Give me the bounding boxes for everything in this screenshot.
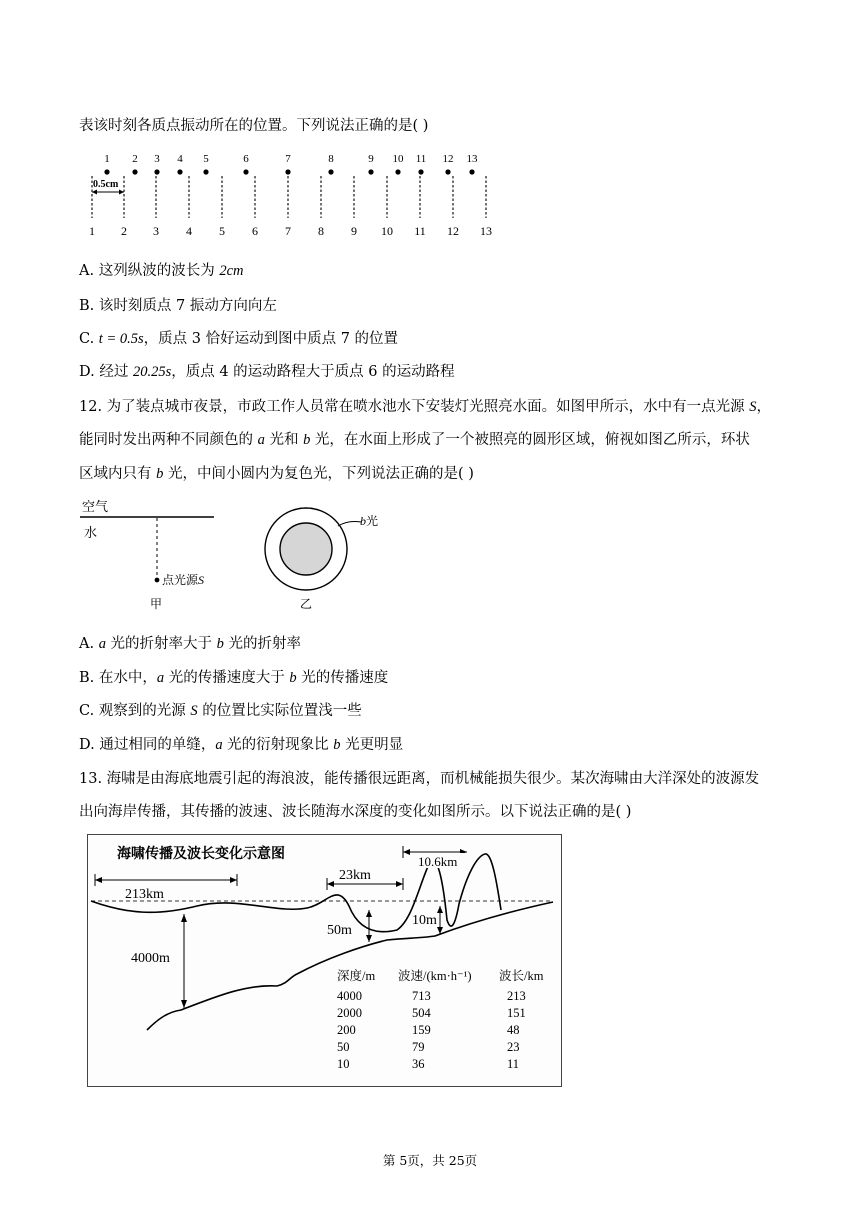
- table-cell-r2-c2: 504: [412, 1006, 431, 1020]
- bottom-label-1: 1: [89, 224, 95, 238]
- table-header-depth: 深度/m: [337, 969, 376, 983]
- q12-stem-line3: 区域内只有 b 光，中间小圆内为复色光，下列说法正确的是( ): [79, 466, 474, 482]
- particle-dot-9: [368, 169, 373, 174]
- top-label-4: 4: [177, 153, 183, 165]
- table-cell-r2-c3: 151: [507, 1006, 526, 1020]
- top-labels: [104, 153, 478, 165]
- bottom-label-10: 10: [381, 224, 393, 238]
- bottom-label-12: 12: [447, 224, 459, 238]
- top-label-6: 6: [243, 153, 249, 165]
- figure-title: 海啸传播及波长变化示意图: [117, 847, 285, 862]
- table-cell-r2-c1: 2000: [337, 1006, 362, 1020]
- top-label-11: 11: [415, 153, 427, 165]
- top-label-9: 9: [368, 153, 374, 165]
- table-cell-r4-c2: 79: [412, 1040, 425, 1054]
- top-label-3: 3: [154, 153, 160, 165]
- source-label: 点光源S: [162, 573, 205, 587]
- particle-dot-4: [177, 169, 182, 174]
- table-cell-r4-c1: 50: [337, 1040, 350, 1054]
- particle-dots: [104, 169, 474, 174]
- table-cell-r3-c3: 48: [507, 1023, 520, 1037]
- table-cell-r3-c2: 159: [412, 1023, 431, 1037]
- top-label-10: 10: [392, 153, 404, 165]
- b-light-pointer: [338, 522, 361, 527]
- inner-circle-mixed-light: [280, 523, 332, 575]
- q12-stem-line1: 12. 为了装点城市夜景，市政工作人员常在喷水池水下安装灯光照亮水面。如图甲所示，水中有一点光源 S，: [79, 399, 772, 415]
- label-213km: 213km: [125, 887, 164, 902]
- q11-option-b: B. 该时刻质点 7 振动方向向左: [79, 298, 277, 314]
- top-label-13: 13: [466, 153, 478, 165]
- top-label-2: 2: [132, 153, 138, 165]
- table-cell-r1-c2: 713: [412, 989, 431, 1003]
- table-cell-r1-c1: 4000: [337, 989, 362, 1003]
- q12-option-c: C. 观察到的光源 S 的位置比实际位置浅一些: [79, 703, 362, 719]
- bottom-label-13: 13: [480, 224, 492, 238]
- tsunami-diagram: [87, 834, 563, 1088]
- top-label-12: 12: [442, 153, 454, 165]
- table-cell-r5-c2: 36: [412, 1057, 425, 1071]
- bottom-label-4: 4: [186, 224, 192, 238]
- table-cell-r5-c1: 10: [337, 1057, 350, 1071]
- q12-option-d: D. 通过相同的单缝，a 光的衍射现象比 b 光更明显: [79, 737, 404, 753]
- label-10-6km: 10.6km: [418, 854, 458, 869]
- label-yi: 乙: [300, 597, 313, 611]
- q11-option-c: C. t = 0.5s，质点 3 恰好运动到图中质点 7 的位置: [79, 331, 399, 347]
- b-light-label: b光: [360, 514, 379, 528]
- top-label-7: 7: [285, 153, 291, 165]
- label-10m: 10m: [412, 913, 437, 928]
- q13-stem-line1: 13. 海啸是由海底地震引起的海浪波，能传播很远距离，而机械能损失很少。某次海啸由大洋深处的波源发: [79, 771, 760, 787]
- particle-dot-5: [203, 169, 208, 174]
- label-23km: 23km: [339, 868, 371, 883]
- q12-stem-line2: 能同时发出两种不同颜色的 a 光和 b 光，在水面上形成了一个被照亮的圆形区域，俯视如图乙所示，环状: [79, 432, 750, 448]
- bottom-label-2: 2: [121, 224, 127, 238]
- particle-dot-1: [104, 169, 109, 174]
- bottom-label-11: 11: [414, 224, 426, 238]
- table-cell-r3-c1: 200: [337, 1023, 356, 1037]
- particle-dot-10: [395, 169, 400, 174]
- particle-dot-6: [243, 169, 248, 174]
- bottom-label-7: 7: [285, 224, 291, 238]
- q11-particle-figure: [80, 146, 500, 238]
- particle-dot-12: [445, 169, 450, 174]
- label-4000m: 4000m: [131, 951, 170, 966]
- label-jia: 甲: [150, 597, 163, 611]
- table-cell-r4-c3: 23: [507, 1040, 520, 1054]
- equilibrium-dashed-lines: [92, 176, 486, 218]
- point-source-dot: [155, 578, 160, 583]
- table-cell-r5-c3: 11: [507, 1057, 520, 1071]
- table-header-speed: 波速/(km·h⁻¹): [398, 969, 472, 983]
- q13-stem-line2: 出向海岸传播，其传播的波速、波长随海水深度的变化如图所示。以下说法正确的是( ): [79, 804, 632, 820]
- spacing-marker: [92, 179, 124, 195]
- particle-dot-2: [132, 169, 137, 174]
- bottom-label-9: 9: [351, 224, 357, 238]
- q11-stem-tail: 表该时刻各质点振动所在的位置。下列说法正确的是( ): [79, 118, 429, 134]
- particle-dot-13: [469, 169, 474, 174]
- table-header-wavelength: 波长/km: [499, 969, 544, 983]
- table-cell-r1-c3: 213: [507, 989, 526, 1003]
- q11-option-d: D. 经过 20.25s，质点 4 的运动路程大于质点 6 的运动路程: [79, 364, 455, 380]
- air-label: 空气: [82, 499, 109, 514]
- top-label-5: 5: [203, 153, 209, 165]
- particle-dot-3: [154, 169, 159, 174]
- q12-light-figure: [76, 492, 379, 614]
- spacing-label: 0.5cm: [93, 179, 119, 190]
- water-label: 水: [84, 525, 98, 540]
- q12-option-b: B. 在水中，a 光的传播速度大于 b 光的传播速度: [79, 670, 389, 686]
- particle-dot-8: [328, 169, 333, 174]
- bottom-label-3: 3: [153, 224, 159, 238]
- page-footer: 第 5页，共 25页: [382, 1153, 478, 1168]
- top-label-1: 1: [104, 153, 110, 165]
- particle-dot-11: [418, 169, 423, 174]
- top-label-8: 8: [328, 153, 334, 165]
- q12-option-a: A. a 光的折射率大于 b 光的折射率: [79, 636, 302, 652]
- q11-option-a: A. 这列纵波的波长为 2cm: [79, 263, 244, 279]
- bottom-labels: [89, 224, 492, 238]
- bottom-label-5: 5: [219, 224, 225, 238]
- bottom-label-8: 8: [318, 224, 324, 238]
- bottom-label-6: 6: [252, 224, 258, 238]
- label-50m: 50m: [327, 923, 352, 938]
- particle-dot-7: [285, 169, 290, 174]
